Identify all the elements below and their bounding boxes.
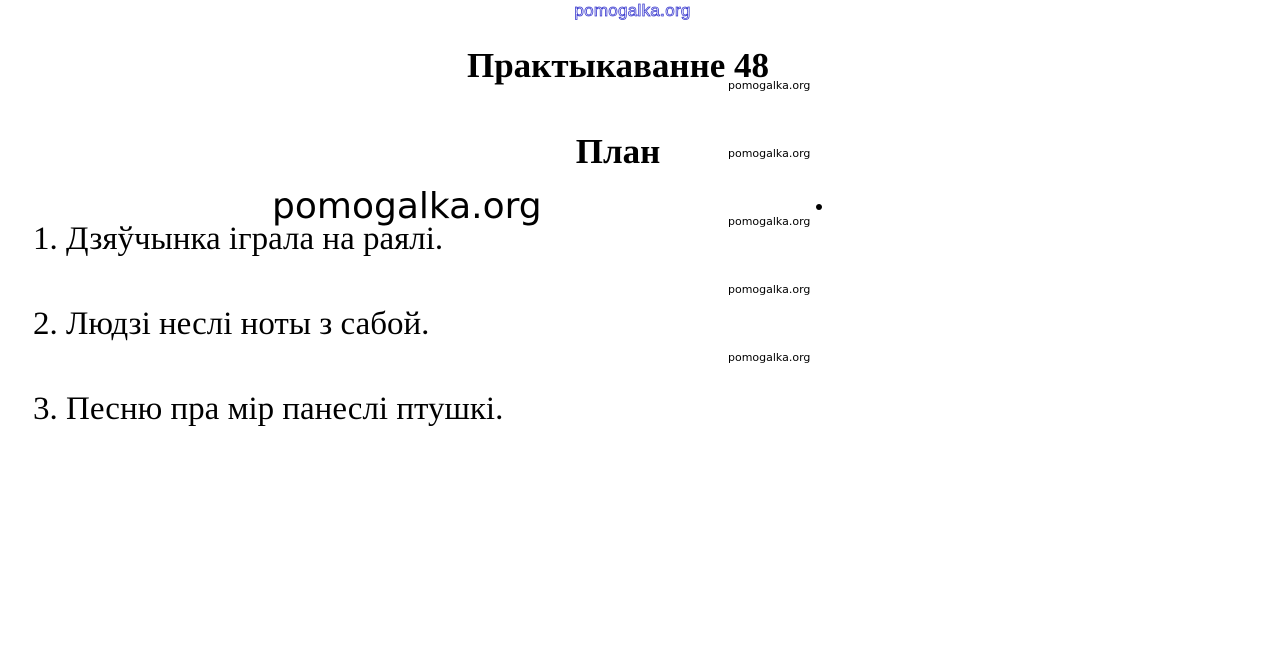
side-watermark: pomogalka.org xyxy=(728,351,811,364)
plan-item: 3. Песню пра мір панеслі птушкі. xyxy=(33,391,504,427)
page-title: Практыкаванне 48 xyxy=(466,46,770,85)
bullet-dot xyxy=(816,204,822,210)
plan-list xyxy=(33,218,503,473)
plan-heading: План xyxy=(575,132,661,171)
large-watermark: pomogalka.org xyxy=(272,186,542,227)
side-watermark: pomogalka.org xyxy=(728,215,811,228)
top-watermark: pomogalka.org xyxy=(574,1,691,20)
side-watermark: pomogalka.org xyxy=(728,283,811,296)
side-watermark: pomogalka.org xyxy=(728,79,811,92)
plan-item: 1. Дзяўчынка іграла на раялі. xyxy=(33,221,444,257)
plan-item: 2. Людзі неслі ноты з сабой. xyxy=(33,306,430,342)
side-watermark: pomogalka.org xyxy=(728,147,811,160)
